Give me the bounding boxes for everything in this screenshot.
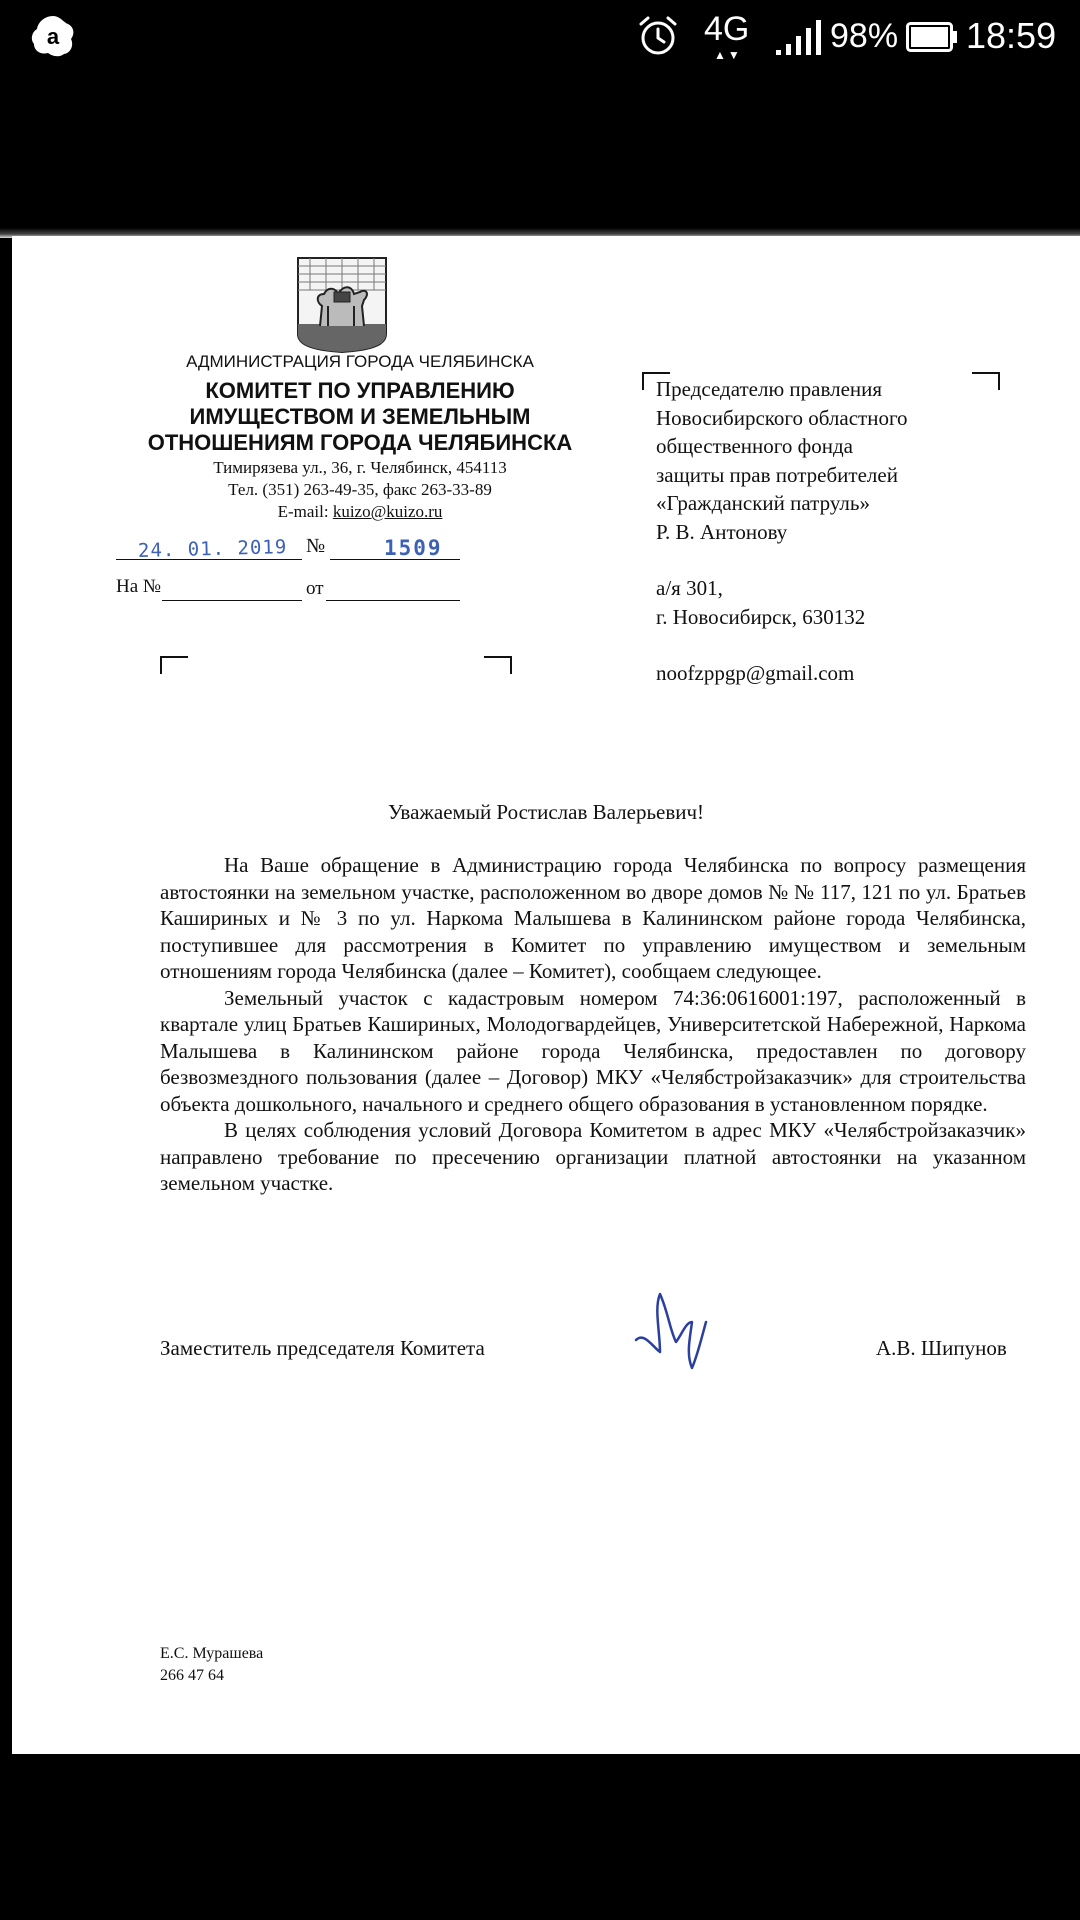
addressee-line: Новосибирского областного bbox=[656, 405, 908, 430]
admin-name: АДМИНИСТРАЦИЯ ГОРОДА ЧЕЛЯБИНСКА bbox=[186, 352, 534, 371]
alarm-icon bbox=[636, 14, 680, 58]
reference-from-label: от bbox=[306, 578, 324, 599]
address-corner-mark-tr bbox=[972, 372, 1000, 390]
status-bar bbox=[0, 0, 1080, 72]
number-label: № bbox=[306, 535, 326, 557]
addressee-po-box: а/я 301, bbox=[656, 576, 723, 600]
committee-email-link[interactable]: kuizo@kuizo.ru bbox=[332, 502, 443, 521]
committee-line-3: ОТНОШЕНИЯМ ГОРОДА ЧЕЛЯБИНСКА bbox=[147, 430, 573, 455]
addressee-block bbox=[656, 375, 908, 688]
reference-date-underline bbox=[326, 578, 460, 601]
signal-icon bbox=[774, 18, 828, 56]
addressee-line: общественного фонда bbox=[656, 434, 853, 458]
battery-icon bbox=[906, 22, 958, 52]
executor-name: Е.С. Мурашева bbox=[160, 1645, 264, 1662]
committee-line-2: ИМУЩЕСТВОМ И ЗЕМЕЛЬНЫМ bbox=[189, 404, 531, 429]
app-notification-icon bbox=[30, 14, 76, 58]
clock-time: 18:59 bbox=[966, 15, 1057, 56]
addressee-city: г. Новосибирск, 630132 bbox=[656, 604, 866, 629]
left-corner-mark-tr bbox=[484, 656, 512, 674]
executor-phone: 266 47 64 bbox=[160, 1667, 224, 1684]
addressee-line: «Гражданский патруль» bbox=[656, 491, 870, 515]
email-label: E-mail: bbox=[277, 502, 333, 521]
handwritten-signature bbox=[630, 1288, 726, 1372]
letter-greeting: Уважаемый Ростислав Валерьевич! bbox=[387, 800, 705, 824]
letter-paragraph: Земельный участок с кадастровым номером 74:36:0616001:197, расположенный в квартале улиц Братьев Кашириных, Молодогвардейцев, Университетской Набережной, Наркома Малышева в Калининском районе города Челябинска, предоставлен по договору безвозмездного пользования (далее – Договор) МКУ «Челябстройзаказчик» для строительства объекта дошкольного, начального и среднего общего образования в установленном порядке. bbox=[160, 985, 1026, 1116]
addressee-email[interactable]: noofzppgp@gmail.com bbox=[656, 661, 855, 685]
signatory-name: А.В. Шипунов bbox=[876, 1336, 1007, 1360]
network-type: 4G bbox=[704, 10, 750, 48]
letter-paragraph: В целях соблюдения условий Договора Комитетом в адрес МКУ «Челябстройзаказчик» направлено требование по пресечению организации платной автостоянки на указанном земельном участке. bbox=[160, 1118, 1026, 1195]
letter-body bbox=[160, 852, 1026, 1197]
svg-text:a: a bbox=[46, 24, 60, 49]
letter-paragraph: На Ваше обращение в Администрацию города Челябинска по вопросу размещения автостоянки на земельном участке, расположенном во дворе домов № № 117, 121 по ул. Братьев Кашириных и № 3 по ул. Наркома Малышева в Калининском районе города Челябинска, поступившее для рассмотрения в Комитет по управлению имуществом и земельным отношениям города Челябинска (далее – Комитет), сообщаем следующее. bbox=[160, 853, 1026, 983]
addressee-line: Председателю правления bbox=[656, 377, 883, 401]
committee-line-1: КОМИТЕТ ПО УПРАВЛЕНИЮ bbox=[205, 378, 515, 403]
committee-address: Тимирязева ул., 36, г. Челябинск, 454113 bbox=[213, 458, 507, 477]
chelyabinsk-coat-of-arms bbox=[294, 254, 390, 354]
committee-phone: Тел. (351) 263-49-35, факс 263-33-89 bbox=[228, 480, 492, 499]
outgoing-date-stamp: 24. 01. 2019 bbox=[137, 536, 288, 562]
network-arrows-icon: ▲▼ bbox=[714, 48, 742, 62]
addressee-line: защиты прав потребителей bbox=[656, 462, 898, 487]
addressee-line: Р. В. Антонову bbox=[656, 519, 788, 544]
reference-label: На № bbox=[116, 576, 162, 597]
left-corner-mark-tl bbox=[160, 656, 188, 674]
signatory-role: Заместитель председателя Комитета bbox=[160, 1336, 485, 1360]
outgoing-number-stamp: 1509 bbox=[384, 536, 443, 560]
document-page[interactable] bbox=[12, 236, 1080, 1754]
committee-name bbox=[12, 378, 708, 456]
reference-underline bbox=[162, 578, 302, 601]
battery-percent: 98% bbox=[830, 17, 899, 55]
committee-email-row bbox=[12, 502, 708, 522]
